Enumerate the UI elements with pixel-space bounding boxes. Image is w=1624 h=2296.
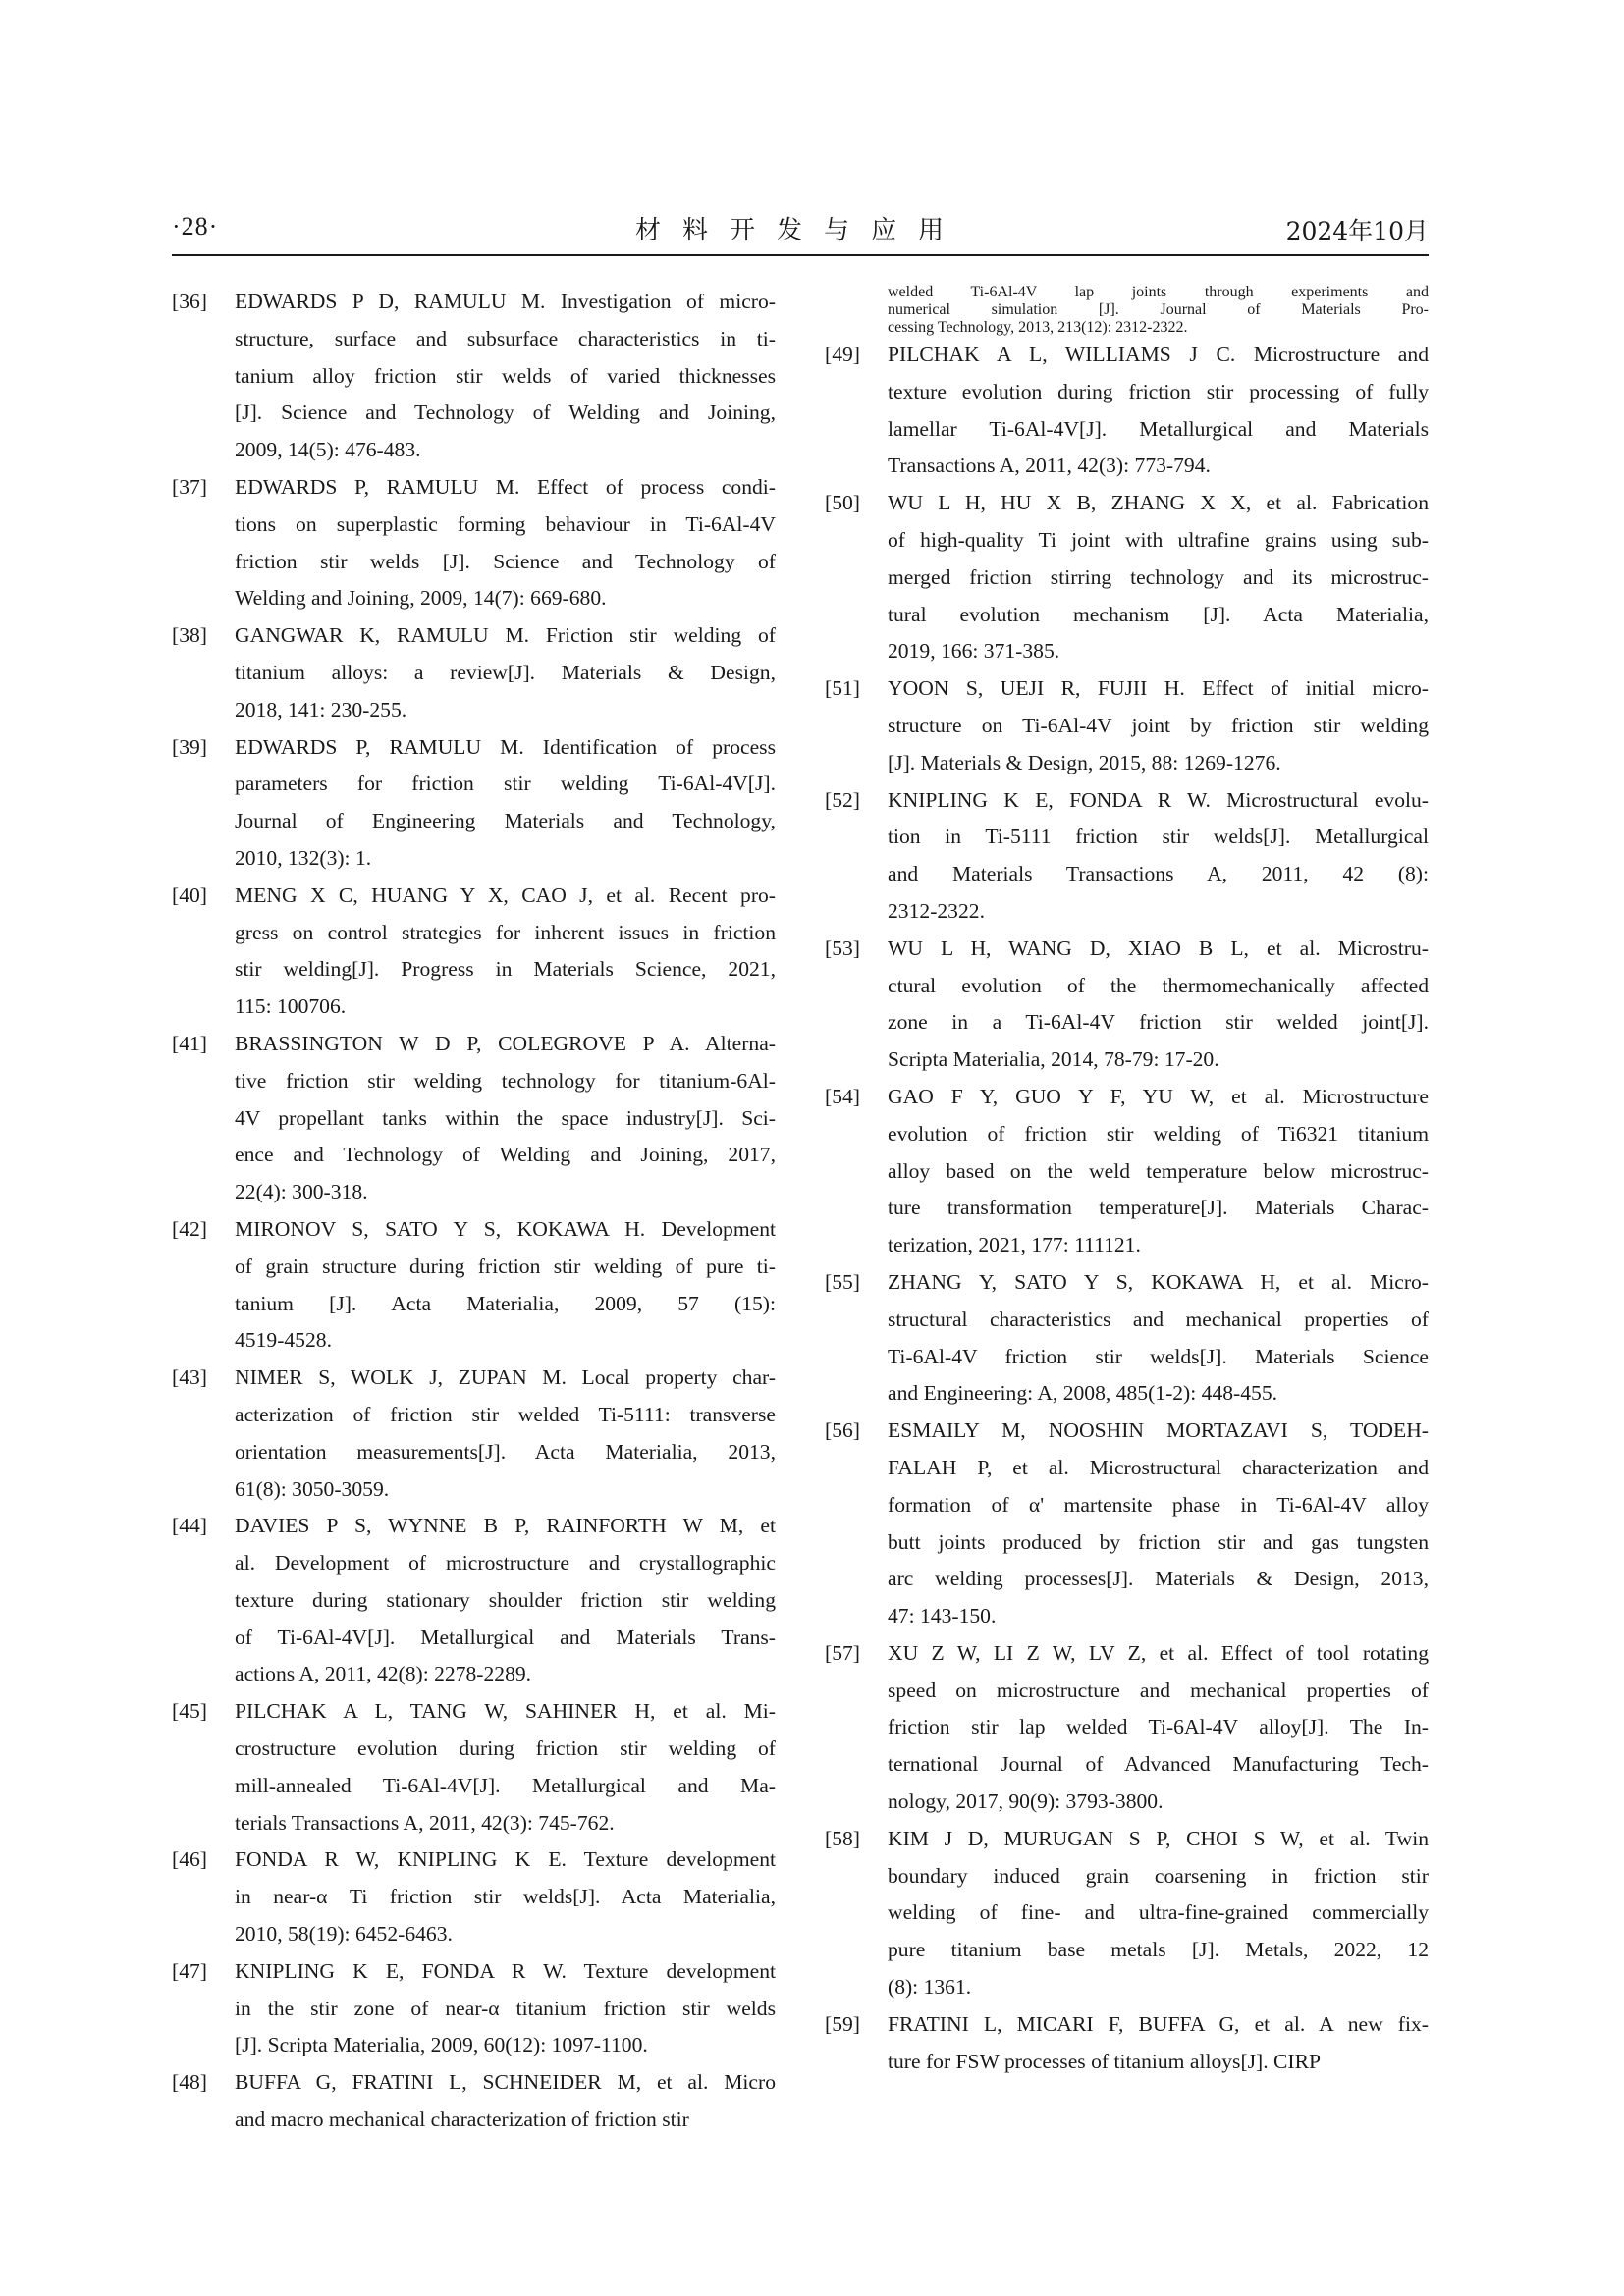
reference-text-line: terization, 2021, 177: 111121. — [888, 1233, 1141, 1257]
reference-text-line: XU Z W, LI Z W, LV Z, et al. Effect of tool rotating — [888, 1640, 1429, 1665]
reference-text-line: 4519-4528. — [235, 1328, 332, 1353]
reference-number: [59] — [825, 2011, 860, 2036]
reference-item — [825, 337, 1429, 485]
reference-text-line: and Engineering: A, 2008, 485(1-2): 448-455. — [888, 1381, 1278, 1406]
reference-item — [172, 1508, 776, 1693]
reference-text-line: and macro mechanical characterization of friction stir — [235, 2108, 689, 2132]
reference-text-line: butt joints produced by friction stir and gas tungsten — [888, 1529, 1429, 1554]
reference-number: [43] — [172, 1365, 207, 1390]
reference-text-line: GANGWAR K, RAMULU M. Friction stir welding of — [235, 623, 776, 648]
reference-text-line: merged friction stirring technology and its microstruc- — [888, 564, 1429, 589]
reference-text-line: actions A, 2011, 42(8): 2278-2289. — [235, 1662, 532, 1686]
reference-text-line: 2019, 166: 371-385. — [888, 639, 1060, 664]
reference-text-line: orientation measurements[J]. Acta Materialia, 2013, — [235, 1439, 776, 1464]
reference-text-line: MIRONOV S, SATO Y S, KOKAWA H. Development — [235, 1216, 776, 1241]
reference-text-line: 2018, 141: 230-255. — [235, 697, 407, 721]
reference-text-line: tions on superplastic forming behaviour in Ti-6Al-4V — [235, 511, 776, 536]
reference-text-line: BUFFA G, FRATINI L, SCHNEIDER M, et al. Micro — [235, 2070, 776, 2095]
reference-text-line: 115: 100706. — [235, 994, 347, 1019]
references-left-column — [172, 284, 776, 2139]
reference-text-line: zone in a Ti-6Al-4V friction stir welded joint[J]. — [888, 1010, 1429, 1035]
reference-text-line: KIM J D, MURUGAN S P, CHOI S W, et al. Twin — [888, 1826, 1429, 1850]
reference-number: [46] — [172, 1847, 207, 1872]
reference-text-line: PILCHAK A L, TANG W, SAHINER H, et al. Mi- — [235, 1699, 776, 1724]
reference-text-line: alloy based on the weld temperature below microstruc- — [888, 1158, 1429, 1183]
reference-item — [825, 2006, 1429, 2081]
reference-text-line: arc welding processes[J]. Materials & Design, 2013, — [888, 1567, 1429, 1591]
reference-item — [825, 1635, 1429, 1821]
reference-text-line: Ti-6Al-4V friction stir welds[J]. Materials Science — [888, 1344, 1429, 1368]
reference-number: [57] — [825, 1640, 860, 1665]
reference-item — [172, 1360, 776, 1508]
reference-item — [825, 782, 1429, 931]
reference-number: [47] — [172, 1958, 207, 1983]
reference-text-line: KNIPLING K E, FONDA R W. Texture development — [235, 1958, 776, 1983]
reference-text-line: numerical simulation [J]. Journal of Materials Pro- — [888, 301, 1429, 318]
reference-text-line: YOON S, UEJI R, FUJII H. Effect of initial micro- — [888, 676, 1429, 701]
reference-number: [56] — [825, 1418, 860, 1443]
reference-text-line: 2312-2322. — [888, 898, 985, 923]
reference-text-line: of Ti-6Al-4V[J]. Metallurgical and Materials Trans- — [235, 1625, 776, 1649]
issue-date: 2024年10月 — [1285, 217, 1429, 245]
reference-number: [39] — [172, 734, 207, 759]
reference-item — [172, 878, 776, 1026]
reference-text-line: Scripta Materialia, 2014, 78-79: 17-20. — [888, 1047, 1219, 1072]
reference-text-line: welding of fine- and ultra-fine-grained commercially — [888, 1900, 1429, 1925]
reference-number: [50] — [825, 491, 860, 515]
page-header — [172, 210, 1429, 249]
reference-text-line: crostructure evolution during friction stir welding of — [235, 1736, 776, 1761]
reference-text-line: ctural evolution of the thermomechanically affected — [888, 973, 1429, 997]
reference-text-line: acterization of friction stir welded Ti-5111: transverse — [235, 1402, 776, 1426]
references-right-column — [825, 284, 1429, 2080]
reference-text-line: and Materials Transactions A, 2011, 42 (8): — [888, 862, 1429, 886]
reference-text-line: Transactions A, 2011, 42(3): 773-794. — [888, 454, 1211, 478]
reference-item — [172, 729, 776, 878]
reference-text-line: WU L H, WANG D, XIAO B L, et al. Microstru- — [888, 935, 1429, 960]
reference-text-line: DAVIES P S, WYNNE B P, RAINFORTH W M, et — [235, 1514, 776, 1538]
reference-text-line: 4V propellant tanks within the space industry[J]. Sci- — [235, 1105, 776, 1130]
reference-text-line: [J]. Scripta Materialia, 2009, 60(12): 1097-1100. — [235, 2033, 648, 2057]
reference-text-line: tural evolution mechanism [J]. Acta Materialia, — [888, 602, 1429, 626]
reference-item — [825, 1821, 1429, 2006]
reference-text-line: (8): 1361. — [888, 1975, 972, 2000]
reference-number: [37] — [172, 474, 207, 499]
reference-text-line: in near-α Ti friction stir welds[J]. Acta Materialia, — [235, 1885, 776, 1909]
reference-text-line: EDWARDS P, RAMULU M. Identification of process — [235, 734, 776, 759]
reference-text-line: texture during stationary shoulder friction stir welding — [235, 1587, 776, 1612]
reference-number: [53] — [825, 935, 860, 960]
reference-number: [55] — [825, 1269, 860, 1294]
reference-text-line: EDWARDS P D, RAMULU M. Investigation of micro- — [235, 290, 776, 313]
reference-text-line: mill-annealed Ti-6Al-4V[J]. Metallurgical and Ma- — [235, 1773, 776, 1797]
journal-title: 材料开发与应用 — [634, 216, 965, 245]
reference-text-line: gress on control strategies for inherent issues in friction — [235, 920, 776, 944]
reference-text-line: pure titanium base metals [J]. Metals, 2022, 12 — [888, 1938, 1429, 1962]
reference-item — [825, 485, 1429, 670]
reference-text-line: evolution of friction stir welding of Ti6321 titanium — [888, 1121, 1429, 1146]
reference-text-line: ture transformation temperature[J]. Materials Charac- — [888, 1196, 1429, 1220]
reference-text-line: of grain structure during friction stir welding of pure ti- — [235, 1254, 776, 1278]
reference-number: [52] — [825, 787, 860, 812]
reference-text-line: GAO F Y, GUO Y F, YU W, et al. Microstructure — [888, 1084, 1429, 1108]
reference-text-line: WU L H, HU X B, ZHANG X X, et al. Fabrication — [888, 491, 1429, 515]
reference-number: [36] — [172, 290, 207, 313]
reference-text-line: parameters for friction stir welding Ti-6Al-4V[J]. — [235, 772, 776, 796]
reference-text-line: ture for FSW processes of titanium alloys[J]. CIRP — [888, 2049, 1322, 2073]
reference-text-line: ZHANG Y, SATO Y S, KOKAWA H, et al. Micro- — [888, 1269, 1429, 1294]
reference-text-line: Welding and Joining, 2009, 14(7): 669-680. — [235, 586, 607, 611]
reference-text-line: FALAH P, et al. Microstructural characterization and — [888, 1455, 1429, 1479]
reference-number: [48] — [172, 2070, 207, 2095]
reference-text-line: PILCHAK A L, WILLIAMS J C. Microstructure and — [888, 343, 1429, 366]
reference-text-line: of high-quality Ti joint with ultrafine grains using sub- — [888, 527, 1429, 552]
reference-number: [40] — [172, 882, 207, 907]
reference-text-line: friction stir lap welded Ti-6Al-4V alloy[J]. The In- — [888, 1715, 1429, 1739]
reference-text-line: stir welding[J]. Progress in Materials Science, 2021, — [235, 957, 776, 982]
reference-number: [45] — [172, 1699, 207, 1724]
reference-text-line: ESMAILY M, NOOSHIN MORTAZAVI S, TODEH- — [888, 1418, 1429, 1443]
reference-item — [172, 1842, 776, 1952]
reference-item — [172, 284, 776, 469]
reference-text-line: NIMER S, WOLK J, ZUPAN M. Local property char- — [235, 1365, 776, 1390]
reference-number: [54] — [825, 1084, 860, 1108]
reference-number: [51] — [825, 676, 860, 701]
reference-text-line: terials Transactions A, 2011, 42(3): 745-762. — [235, 1810, 615, 1835]
reference-text-line: FONDA R W, KNIPLING K E. Texture development — [235, 1847, 776, 1872]
reference-item — [825, 1413, 1429, 1635]
reference-text-line: formation of α' martensite phase in Ti-6Al-4V alloy — [888, 1492, 1429, 1517]
reference-number: [38] — [172, 623, 207, 648]
reference-number: [49] — [825, 343, 860, 366]
reference-number: [42] — [172, 1216, 207, 1241]
reference-text-line: BRASSINGTON W D P, COLEGROVE P A. Alterna- — [235, 1031, 776, 1055]
reference-text-line: lamellar Ti-6Al-4V[J]. Metallurgical and Materials — [888, 416, 1429, 441]
reference-item — [825, 670, 1429, 781]
reference-text-line: structure, surface and subsurface characteristics in ti- — [235, 326, 776, 350]
page-number: ·28· — [172, 212, 219, 240]
reference-text-line: tanium [J]. Acta Materialia, 2009, 57 (15): — [235, 1291, 776, 1315]
reference-text-line: structural characteristics and mechanical properties of — [888, 1307, 1429, 1331]
reference-text-line: structure on Ti-6Al-4V joint by friction stir welding — [888, 713, 1429, 737]
reference-item — [172, 1693, 776, 1842]
reference-text-line: tion in Ti-5111 friction stir welds[J]. Metallurgical — [888, 825, 1429, 849]
reference-item — [825, 931, 1429, 1079]
reference-text-line: tanium alloy friction stir welds of varied thicknesses — [235, 363, 776, 388]
reference-item — [825, 1079, 1429, 1264]
reference-continuation — [825, 284, 1429, 337]
reference-text-line: 2010, 132(3): 1. — [235, 845, 372, 870]
reference-text-line: speed on microstructure and mechanical properties of — [888, 1678, 1429, 1702]
reference-text-line: MENG X C, HUANG Y X, CAO J, et al. Recent pro- — [235, 882, 776, 907]
reference-text-line: boundary induced grain coarsening in friction stir — [888, 1863, 1429, 1888]
reference-text-line: in the stir zone of near-α titanium friction stir welds — [235, 1996, 776, 2020]
reference-text-line: friction stir welds [J]. Science and Technology of — [235, 549, 776, 573]
reference-text-line: welded Ti-6Al-4V lap joints through experiments and — [888, 284, 1429, 300]
reference-text-line: FRATINI L, MICARI F, BUFFA G, et al. A new fix- — [888, 2011, 1429, 2036]
reference-text-line: 2009, 14(5): 476-483. — [235, 438, 421, 462]
reference-text-line: KNIPLING K E, FONDA R W. Microstructural evolu- — [888, 787, 1429, 812]
reference-text-line: ence and Technology of Welding and Joining, 2017, — [235, 1143, 776, 1167]
reference-number: [58] — [825, 1826, 860, 1850]
reference-item — [172, 1953, 776, 2064]
reference-text-line: Journal of Engineering Materials and Technology, — [235, 809, 776, 833]
reference-item — [172, 617, 776, 728]
reference-text-line: al. Development of microstructure and crystallographic — [235, 1551, 776, 1575]
reference-text-line: titanium alloys: a review[J]. Materials & Design, — [235, 660, 776, 684]
reference-text-line: cessing Technology, 2013, 213(12): 2312-2322. — [888, 319, 1188, 336]
header-rule — [172, 254, 1429, 256]
reference-number: [41] — [172, 1031, 207, 1055]
reference-text-line: 61(8): 3050-3059. — [235, 1476, 390, 1501]
reference-text-line: EDWARDS P, RAMULU M. Effect of process condi- — [235, 474, 776, 499]
reference-text-line: 2010, 58(19): 6452-6463. — [235, 1922, 453, 1947]
reference-text-line: [J]. Science and Technology of Welding and Joining, — [235, 400, 776, 425]
reference-number: [44] — [172, 1514, 207, 1538]
reference-text-line: 47: 143-150. — [888, 1604, 997, 1629]
reference-text-line: tive friction stir welding technology for titanium-6Al- — [235, 1068, 776, 1093]
reference-item — [172, 2064, 776, 2139]
reference-text-line: nology, 2017, 90(9): 3793-3800. — [888, 1789, 1164, 1814]
reference-text-line: ternational Journal of Advanced Manufacturing Tech- — [888, 1752, 1429, 1777]
reference-item — [172, 1026, 776, 1211]
reference-item — [825, 1264, 1429, 1413]
reference-text-line: [J]. Materials & Design, 2015, 88: 1269-1276. — [888, 750, 1281, 774]
reference-text-line: texture evolution during friction stir processing of fully — [888, 379, 1429, 403]
reference-item — [172, 469, 776, 617]
reference-text-line: 22(4): 300-318. — [235, 1180, 368, 1204]
reference-item — [172, 1211, 776, 1360]
